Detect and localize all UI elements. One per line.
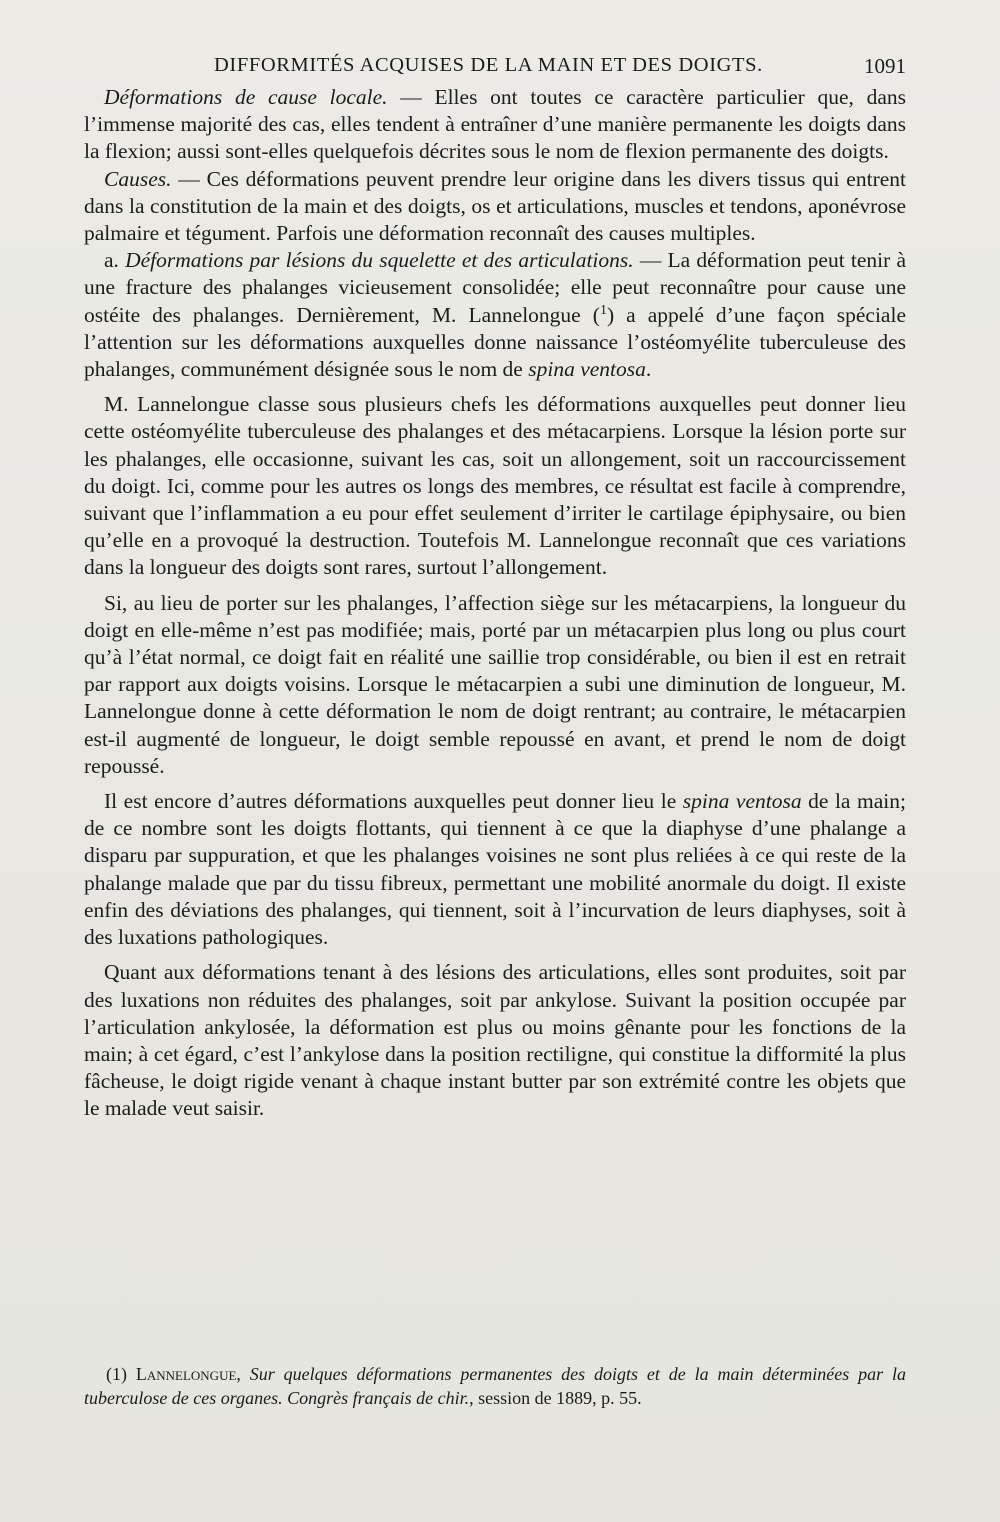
footnote-separator: , (236, 1364, 250, 1384)
latin-term: spina ventosa (682, 789, 802, 814)
section-heading: Déformations par lésions du squelette et des articulations. (125, 248, 634, 273)
paragraph-text: de la main; de ce nombre sont les doigts flottants, qui tiennent à ce que la diaphyse d’une phalange a disparu par suppuration, et que les phalanges voisines ne sont plus reliées à ce qui reste de la phalange malade que par du tissu fibreux, permettant une mobilité anormale du doigt. Il existe enfin des déviations des phalanges, qui tiennent, soit à l’incurvation de leurs diaphyses, soit à des luxations pathologiques. (84, 789, 906, 950)
paragraph-text: . (645, 357, 652, 382)
footnote-title: Sur quelques déformations permanentes des doigts et de la main déterminées par la tuberculose de ces organes. Congrès français de chir. (84, 1364, 906, 1408)
paragraph-causes (84, 166, 906, 248)
paragraph-deformations-cause-locale (84, 84, 906, 166)
page-header (84, 54, 906, 88)
footnote (84, 1362, 906, 1410)
paragraph-text: ) a appelé d’une façon spéciale l’attention sur les déformations auxquelles donne naissance l’ostéomyélite tuberculeuse des phalanges, communément désignée sous le nom de (84, 302, 906, 382)
page-number: 1091 (864, 54, 906, 78)
paragraph-text: — La déformation peut tenir à une fracture des phalanges vicieusement consolidée; elle peut reconnaître pour cause une ostéite des phalanges. Dernièrement, M. Lannelongue ( (84, 248, 906, 327)
section-heading: Déformations de cause locale. (104, 85, 388, 109)
footnote-reference: 1 (599, 302, 607, 318)
paragraph-lannelongue-classification: M. Lannelongue classe sous plusieurs chefs les déformations auxquelles peut donner lieu cette ostéomyélite tuberculeuse des phalanges et des métacarpiens. Lorsque la lésion porte sur les phalanges, elle occasionne, suivant les cas, soit un allongement, soit un raccourcissement du doigt. Ici, comme pour les autres os longs des membres, ce résultat est facile à comprendre, suivant que l’inflammation a eu pour effet seulement d’irriter le cartilage épiphysaire, ou bien qu’elle en a provoqué la destruction. Toutefois M. Lannelongue reconnaît que ces variations dans la longueur des doigts sont rares, surtout l’allongement. (84, 392, 906, 580)
section-heading: Causes. (104, 166, 172, 191)
paragraph-text: — Ces déformations peuvent prendre leur origine dans les divers tissus qui entrent dans la constitution de la main et des doigts, os et articulations, muscles et tendons, aponévrose palmaire et tégument. Parfois une déformation reconnaît des causes multiples. (84, 166, 906, 246)
body-text (84, 84, 906, 1123)
paragraph-metacarpiens: Si, au lieu de porter sur les phalanges, l’affection siège sur les métacarpiens, la longueur du doigt en elle-même n’est pas modifiée; mais, porté par un métacarpien plus long ou plus court qu’à l’état normal, ce doigt fait en réalité une saillie trop considérable, ou bien il est en retrait par rapport aux doigts voisins. Lorsque le métacarpien a subi une diminution de longueur, M. Lannelongue donne à cette déformation le nom de doigt rentrant; au contraire, le métacarpien est-il augmenté de longueur, le doigt semble repoussé en avant, et prend le nom de doigt repoussé. (84, 590, 906, 778)
latin-term: spina ventosa (528, 357, 646, 382)
paragraph-articulations: Quant aux déformations tenant à des lésions des articulations, elles sont produites, soit par des luxations non réduites des phalanges, soit par ankylose. Suivant la position occupée par l’articulation ankylosée, la déformation est plus ou moins gênante pour les fonctions de la main; à cet égard, c’est l’ankylose dans la position rectiligne, qui constitue la difformité la plus fâcheuse, le doigt rigide venant à chaque instant butter par son extrémité contre les objets que le malade veut saisir. (84, 960, 906, 1121)
item-marker: a. (104, 248, 126, 273)
running-title: DIFFORMITÉS ACQUISES DE LA MAIN ET DES DOIGTS. (214, 54, 763, 76)
footnote-details: , session de 1889, p. 55. (469, 1388, 642, 1408)
paragraph-doigts-flottants (84, 788, 906, 951)
footnote-marker: (1) (106, 1364, 136, 1384)
paragraph-text: — Elles ont toutes ce caractère particulier que, dans l’immense majorité des cas, elles tendent à entraîner d’une manière permanente les doigts dans la flexion; aussi sont-elles quelquefois décrites sous le nom de flexion permanente des doigts. (84, 85, 907, 164)
paragraph-squelette (84, 247, 906, 383)
paragraph-text: Il est encore d’autres déformations auxquelles peut donner lieu le (104, 789, 683, 814)
footnote-author: Lannelongue (135, 1364, 237, 1384)
